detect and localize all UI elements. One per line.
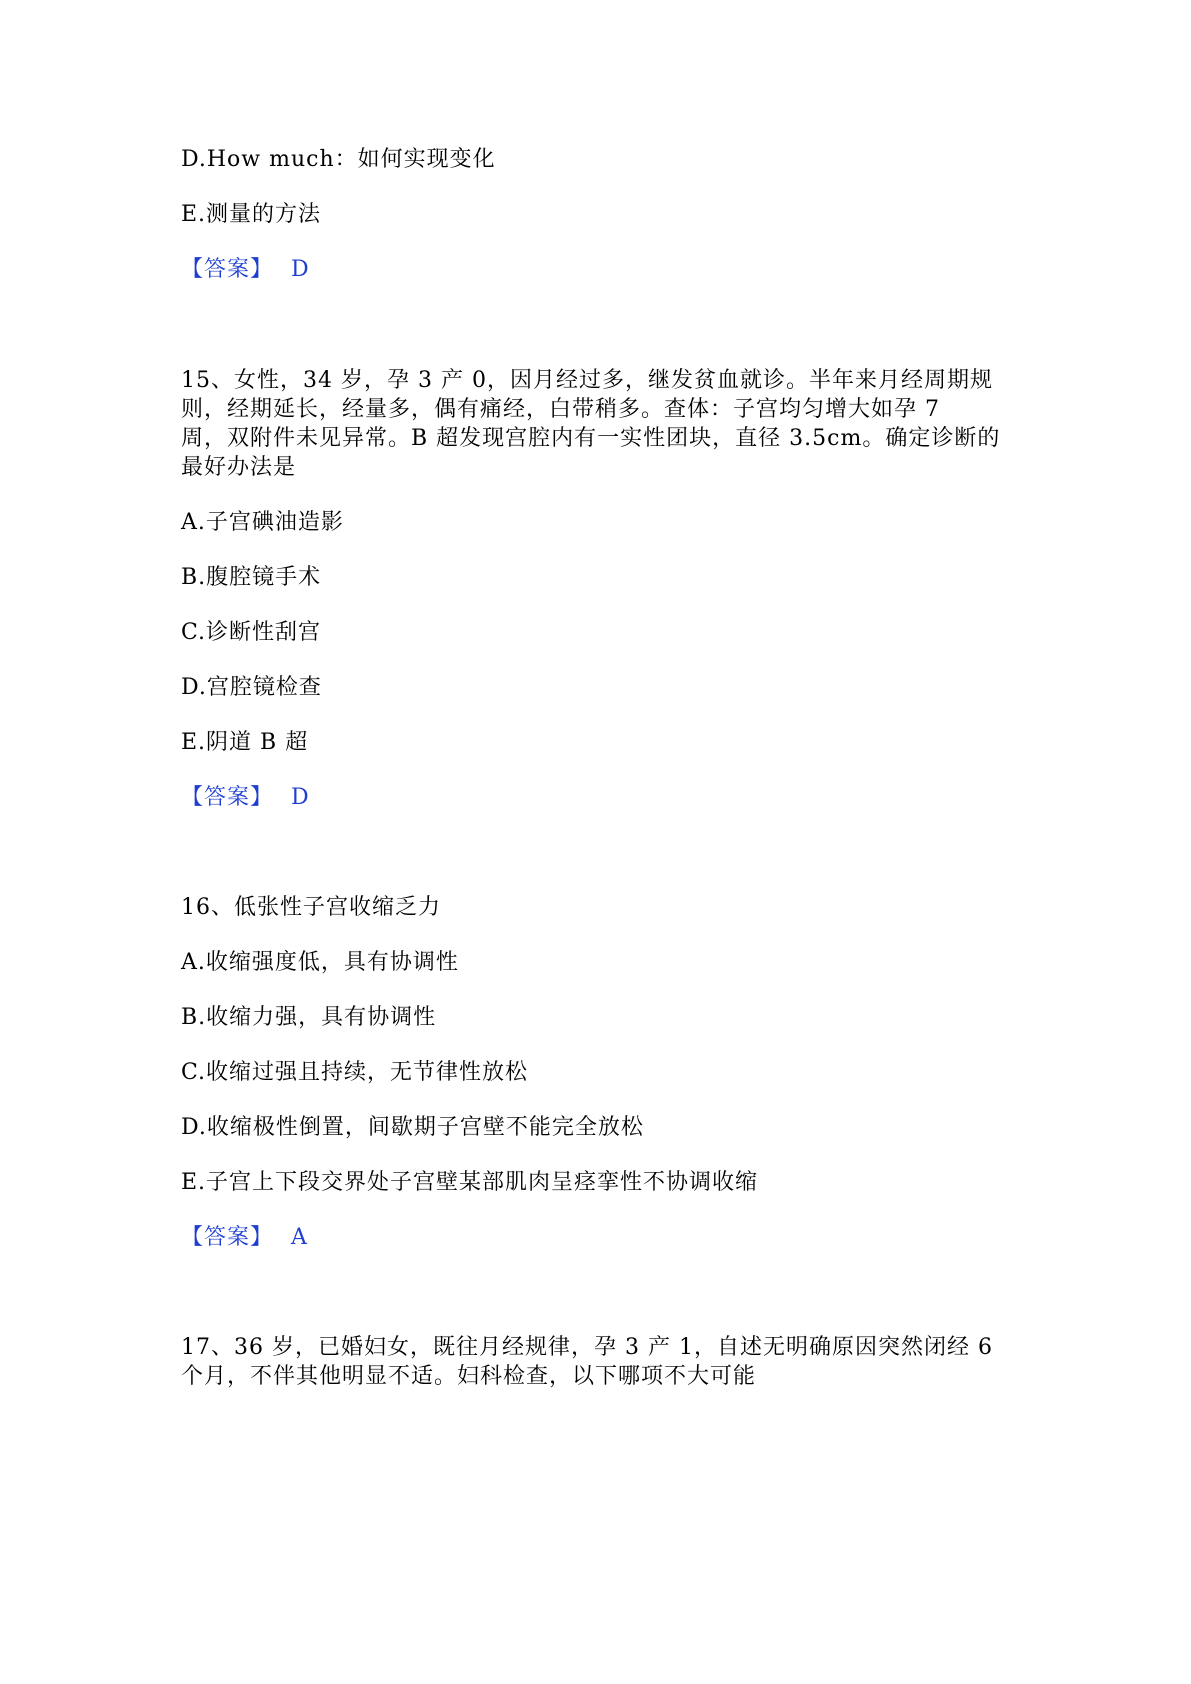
q14-option-e: E.测量的方法 (181, 202, 322, 227)
q14-option-d: D.How much：如何实现变化 (181, 147, 496, 172)
q16-option-b: B.收缩力强，具有协调性 (181, 1005, 437, 1030)
q16-stem-line-1: 16、低张性子宫收缩乏力 (181, 895, 441, 920)
q16-option-a: A.收缩强度低，具有协调性 (181, 950, 459, 975)
q15-answer (181, 782, 310, 814)
answer-value: A (291, 1225, 308, 1250)
q15-option-d: D.宫腔镜检查 (181, 675, 322, 700)
q16-answer (181, 1222, 308, 1254)
q15-stem-line-4: 最好办法是 (181, 455, 297, 480)
q15-option-a: A.子宫碘油造影 (181, 510, 344, 535)
answer-value: D (291, 785, 310, 810)
answer-label: 【答案】 (181, 1225, 274, 1250)
q15-option-b: B.腹腔镜手术 (181, 565, 322, 590)
q14-answer (181, 254, 310, 286)
q15-option-c: C.诊断性刮宫 (181, 620, 322, 645)
q16-option-e: E.子宫上下段交界处子宫壁某部肌肉呈痉挛性不协调收缩 (181, 1170, 759, 1195)
q16-option-c: C.收缩过强且持续，无节律性放松 (181, 1060, 529, 1085)
q16-option-d: D.收缩极性倒置，间歇期子宫壁不能完全放松 (181, 1115, 644, 1140)
answer-value: D (291, 257, 310, 282)
answer-label: 【答案】 (181, 785, 274, 810)
q15-stem-line-1: 15、女性，34 岁，孕 3 产 0，因月经过多，继发贫血就诊。半年来月经周期规 (181, 368, 993, 393)
q17-stem-line-2: 个月，不伴其他明显不适。妇科检查，以下哪项不大可能 (181, 1364, 757, 1389)
q15-stem-line-2: 则，经期延长，经量多，偶有痛经，白带稍多。查体：子宫均匀增大如孕 7 (181, 397, 940, 422)
q17-stem-line-1: 17、36 岁，已婚妇女，既往月经规律，孕 3 产 1，自述无明确原因突然闭经 6 (181, 1335, 993, 1360)
q15-option-e: E.阴道 B 超 (181, 730, 309, 755)
q15-stem-line-3: 周，双附件未见异常。B 超发现宫腔内有一实性团块，直径 3.5cm。确定诊断的 (181, 426, 1001, 451)
answer-label: 【答案】 (181, 257, 274, 282)
